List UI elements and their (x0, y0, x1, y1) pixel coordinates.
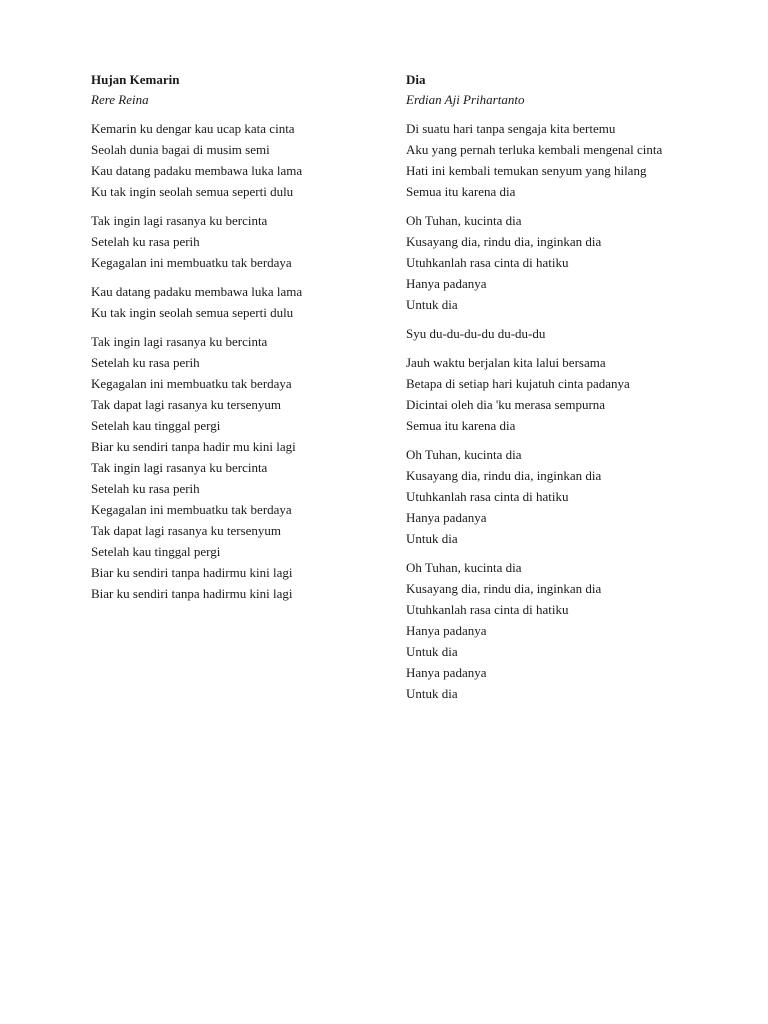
lyrics-stanza (91, 281, 391, 323)
lyric-line: Ku tak ingin seolah semua seperti dulu (91, 305, 294, 320)
lyric-line: Kau datang padaku membawa luka lama (91, 284, 303, 299)
lyric-line: Hanya padanya (406, 623, 487, 638)
lyric-line: Untuk dia (406, 297, 458, 312)
lyric-line: Hanya padanya (406, 665, 487, 680)
lyric-line: Untuk dia (406, 531, 458, 546)
lyric-line: Di suatu hari tanpa sengaja kita bertemu (406, 121, 616, 136)
lyric-line: Hanya padanya (406, 276, 487, 291)
lyric-line: Tak ingin lagi rasanya ku bercinta (91, 334, 268, 349)
lyric-line: Utuhkanlah rasa cinta di hatiku (406, 602, 569, 617)
lyric-line: Tak ingin lagi rasanya ku bercinta (91, 213, 268, 228)
lyric-line: Biar ku sendiri tanpa hadir mu kini lagi (91, 439, 296, 454)
song-title: Hujan Kemarin (91, 72, 180, 87)
lyric-line: Setelah kau tinggal pergi (91, 544, 221, 559)
lyric-line: Kusayang dia, rindu dia, inginkan dia (406, 581, 602, 596)
song-column-dia (406, 70, 706, 712)
lyric-line: Kegagalan ini membuatku tak berdaya (91, 376, 292, 391)
lyrics-stanza (406, 323, 706, 344)
lyric-line: Setelah ku rasa perih (91, 481, 200, 496)
lyric-line: Aku yang pernah terluka kembali mengenal cinta (406, 142, 663, 157)
lyric-line: Seolah dunia bagai di musim semi (91, 142, 270, 157)
lyric-line: Tak ingin lagi rasanya ku bercinta (91, 460, 268, 475)
lyric-line: Setelah ku rasa perih (91, 234, 200, 249)
lyric-line: Kusayang dia, rindu dia, inginkan dia (406, 468, 602, 483)
lyric-line: Semua itu karena dia (406, 184, 516, 199)
lyrics-stanza (91, 118, 391, 202)
lyric-line: Kau datang padaku membawa luka lama (91, 163, 303, 178)
lyric-line: Jauh waktu berjalan kita lalui bersama (406, 355, 606, 370)
lyrics-stanza (406, 210, 706, 315)
lyric-line: Dicintai oleh dia 'ku merasa sempurna (406, 397, 606, 412)
lyric-line: Kemarin ku dengar kau ucap kata cinta (91, 121, 295, 136)
lyric-line: Oh Tuhan, kucinta dia (406, 560, 522, 575)
lyric-line: Ku tak ingin seolah semua seperti dulu (91, 184, 294, 199)
lyric-line: Setelah kau tinggal pergi (91, 418, 221, 433)
lyric-line: Syu du-du-du-du du-du-du (406, 326, 546, 341)
lyric-line: Utuhkanlah rasa cinta di hatiku (406, 489, 569, 504)
lyric-line: Semua itu karena dia (406, 418, 516, 433)
lyric-line: Betapa di setiap hari kujatuh cinta padanya (406, 376, 630, 391)
lyrics-stanza (406, 557, 706, 704)
lyric-line: Oh Tuhan, kucinta dia (406, 447, 522, 462)
lyric-line: Kegagalan ini membuatku tak berdaya (91, 502, 292, 517)
lyric-line: Biar ku sendiri tanpa hadirmu kini lagi (91, 586, 293, 601)
lyric-line: Kegagalan ini membuatku tak berdaya (91, 255, 292, 270)
lyric-line: Tak dapat lagi rasanya ku tersenyum (91, 397, 282, 412)
lyrics-stanza (91, 331, 391, 604)
lyric-line: Biar ku sendiri tanpa hadirmu kini lagi (91, 565, 293, 580)
lyric-line: Hati ini kembali temukan senyum yang hilang (406, 163, 647, 178)
lyric-line: Oh Tuhan, kucinta dia (406, 213, 522, 228)
lyrics-stanza (91, 210, 391, 273)
lyrics-stanza (406, 352, 706, 436)
lyric-line: Untuk dia (406, 686, 458, 701)
song-artist: Erdian Aji Prihartanto (406, 92, 525, 107)
song-title: Dia (406, 72, 426, 87)
lyrics-stanza (406, 444, 706, 549)
lyric-line: Utuhkanlah rasa cinta di hatiku (406, 255, 569, 270)
song-artist: Rere Reina (91, 92, 149, 107)
lyric-line: Untuk dia (406, 644, 458, 659)
lyric-line: Hanya padanya (406, 510, 487, 525)
lyrics-stanza (406, 118, 706, 202)
lyric-line: Tak dapat lagi rasanya ku tersenyum (91, 523, 282, 538)
lyric-line: Setelah ku rasa perih (91, 355, 200, 370)
song-column-hujan-kemarin (91, 70, 391, 612)
lyric-line: Kusayang dia, rindu dia, inginkan dia (406, 234, 602, 249)
